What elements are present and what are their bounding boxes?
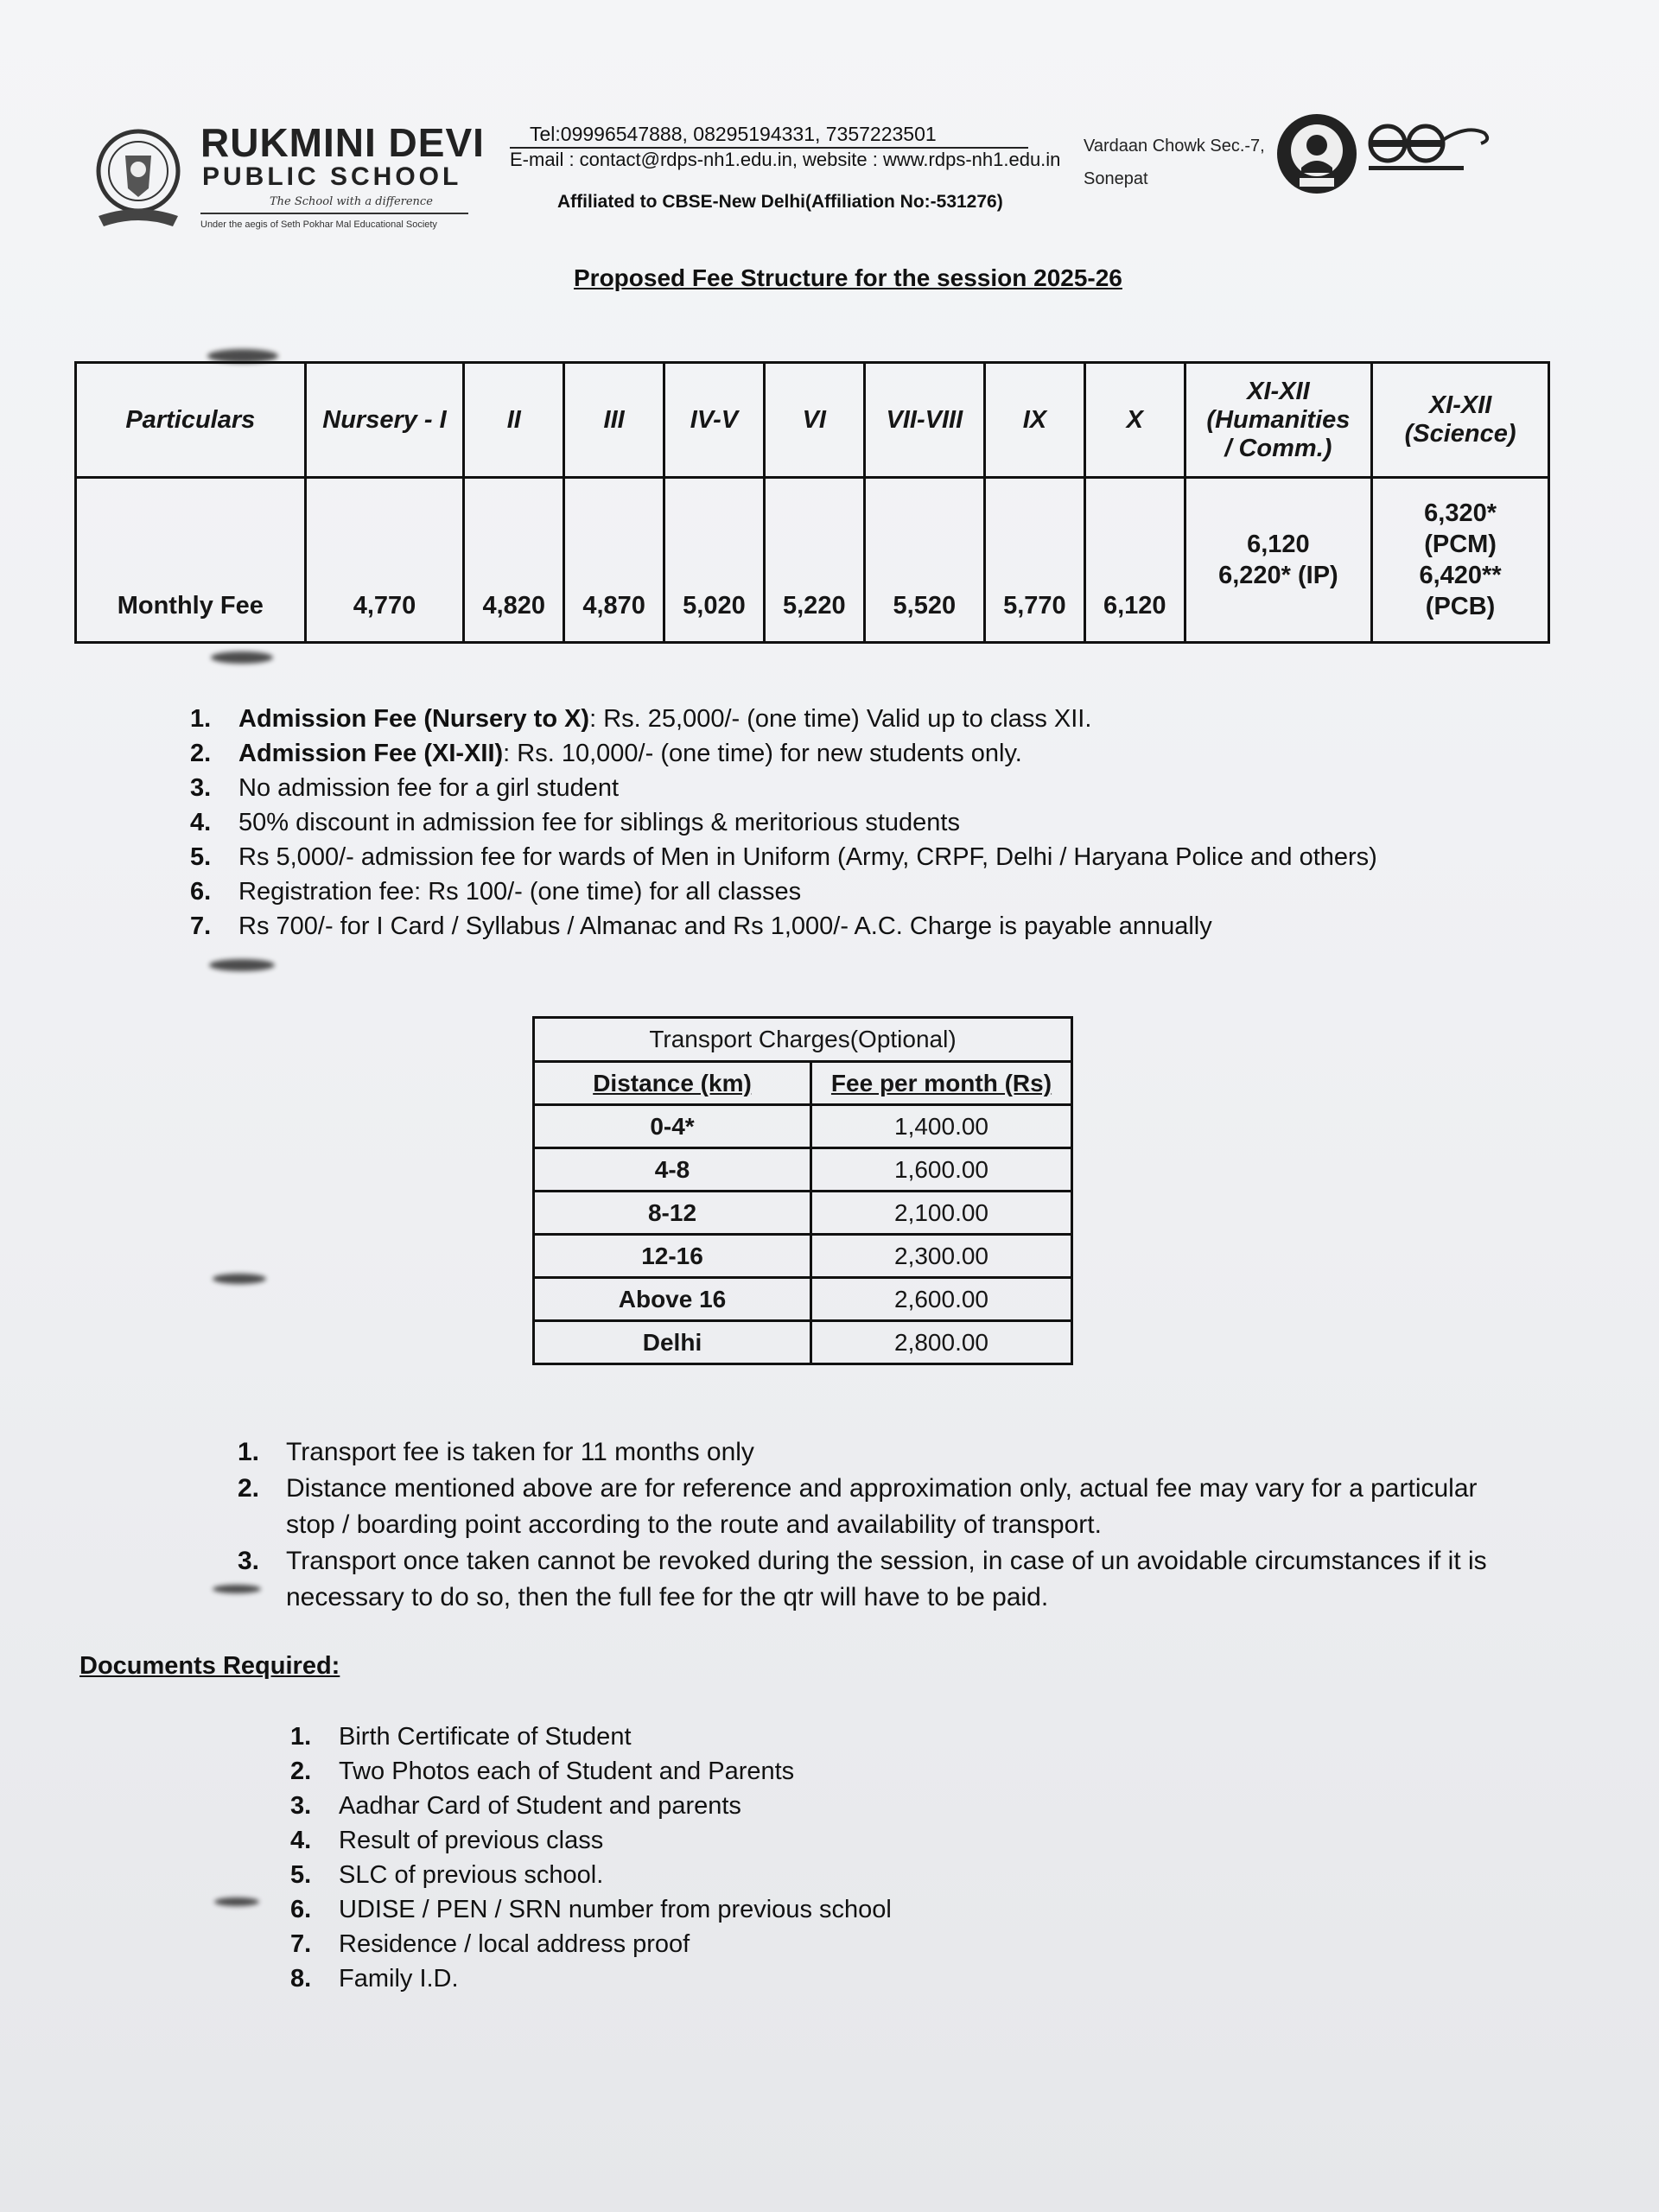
fee-cell: 5,220 bbox=[764, 478, 864, 643]
transport-notes-list bbox=[238, 1434, 1487, 1616]
fee-line: (PCM) bbox=[1424, 530, 1497, 558]
table-header-cell: Fee per month (Rs) bbox=[811, 1062, 1072, 1105]
document-text: Two Photos each of Student and Parents bbox=[339, 1758, 795, 1785]
school-name: RUKMINI DEVI bbox=[200, 120, 485, 165]
list-item bbox=[290, 1927, 892, 1961]
table-title: Transport Charges(Optional) bbox=[534, 1018, 1072, 1062]
table-row bbox=[534, 1148, 1072, 1192]
list-item bbox=[190, 874, 1377, 909]
list-item bbox=[290, 1789, 892, 1823]
distance-cell: Above 16 bbox=[534, 1278, 811, 1321]
fee-line: 6,120 bbox=[1247, 530, 1310, 558]
list-item bbox=[190, 909, 1377, 944]
address-line-1: Vardaan Chowk Sec.-7, bbox=[1084, 137, 1265, 156]
table-header-cell: IV-V bbox=[664, 363, 765, 478]
list-number: 1. bbox=[238, 1438, 260, 1466]
document-text: Result of previous class bbox=[339, 1827, 604, 1854]
table-header-cell: Nursery - I bbox=[305, 363, 464, 478]
note-text: Rs 5,000/- admission fee for wards of Men in Uniform (Army, CRPF, Delhi / Haryana Police and others) bbox=[238, 843, 1377, 871]
header-line: (Science) bbox=[1404, 420, 1516, 448]
ink-smudge bbox=[209, 959, 275, 971]
list-number: 6. bbox=[290, 1896, 312, 1923]
distance-cell: Delhi bbox=[534, 1321, 811, 1364]
table-row bbox=[534, 1321, 1072, 1364]
document-text: Aadhar Card of Student and parents bbox=[339, 1792, 741, 1820]
table-row bbox=[534, 1192, 1072, 1235]
list-item bbox=[190, 736, 1377, 771]
documents-heading: Documents Required: bbox=[79, 1652, 340, 1680]
table-header-cell: IX bbox=[984, 363, 1084, 478]
table-row bbox=[76, 478, 1549, 643]
school-aegis: Under the aegis of Seth Pokhar Mal Educational Society bbox=[200, 219, 437, 230]
list-item bbox=[190, 805, 1377, 840]
document-text: Family I.D. bbox=[339, 1965, 459, 1993]
table-header-cell bbox=[1372, 363, 1549, 478]
fee-cell bbox=[1372, 478, 1549, 643]
list-number: 7. bbox=[290, 1930, 312, 1958]
list-number: 2. bbox=[190, 740, 212, 767]
header-line: / Comm.) bbox=[1224, 434, 1332, 462]
list-number: 3. bbox=[290, 1792, 312, 1820]
table-header-cell: X bbox=[1084, 363, 1185, 478]
table-header-cell: Distance (km) bbox=[534, 1062, 811, 1105]
note-bold: Admission Fee (Nursery to X) bbox=[238, 705, 590, 733]
fee-notes-list bbox=[190, 702, 1377, 944]
list-number: 8. bbox=[290, 1965, 312, 1993]
list-item bbox=[190, 702, 1377, 736]
list-number: 4. bbox=[290, 1827, 312, 1854]
note-text: Rs 700/- for I Card / Syllabus / Almanac and Rs 1,000/- A.C. Charge is payable annually bbox=[238, 912, 1212, 940]
header-line: XI-XII bbox=[1247, 377, 1310, 405]
list-item bbox=[190, 771, 1377, 805]
affiliation: Affiliated to CBSE-New Delhi(Affiliation No:-531276) bbox=[557, 192, 1003, 212]
list-number: 2. bbox=[290, 1758, 312, 1785]
table-header-cell: VII-VIII bbox=[864, 363, 984, 478]
table-row bbox=[534, 1105, 1072, 1148]
row-label: Monthly Fee bbox=[76, 478, 306, 643]
fee-cell: 2,300.00 bbox=[811, 1235, 1072, 1278]
list-number: 3. bbox=[238, 1547, 260, 1575]
table-title-row bbox=[534, 1018, 1072, 1062]
table-header-cell: III bbox=[564, 363, 664, 478]
list-item bbox=[290, 1892, 892, 1927]
transport-charges-table bbox=[532, 1016, 1073, 1365]
divider bbox=[200, 213, 468, 214]
list-number: 6. bbox=[190, 878, 212, 906]
note-text: No admission fee for a girl student bbox=[238, 774, 620, 802]
note-text: Distance mentioned above are for reference and approximation only, actual fee may vary for a particular bbox=[286, 1474, 1478, 1503]
contact-phone: Tel:09996547888, 08295194331, 7357223501 bbox=[530, 123, 937, 145]
document-text: SLC of previous school. bbox=[339, 1861, 604, 1889]
note-text: : Rs. 10,000/- (one time) for new students only. bbox=[503, 740, 1022, 767]
table-header-cell: II bbox=[464, 363, 564, 478]
fee-cell: 4,870 bbox=[564, 478, 664, 643]
note-bold: Admission Fee (XI-XII) bbox=[238, 740, 504, 767]
list-number: 4. bbox=[190, 809, 212, 836]
list-item bbox=[290, 1961, 892, 1996]
fee-cell: 1,400.00 bbox=[811, 1105, 1072, 1148]
list-item bbox=[238, 1434, 1487, 1471]
distance-cell: 0-4* bbox=[534, 1105, 811, 1148]
note-text: : Rs. 25,000/- (one time) Valid up to class XII. bbox=[589, 705, 1092, 733]
ink-smudge bbox=[214, 1897, 259, 1906]
document-text: UDISE / PEN / SRN number from previous school bbox=[339, 1896, 892, 1923]
table-header-row bbox=[534, 1062, 1072, 1105]
list-number: 1. bbox=[190, 705, 212, 733]
beti-bachao-icon bbox=[1363, 121, 1493, 176]
note-text: necessary to do so, then the full fee for the qtr will have to be paid. bbox=[286, 1583, 1049, 1611]
list-number: 7. bbox=[190, 912, 212, 940]
list-number: 5. bbox=[190, 843, 212, 871]
table-row bbox=[534, 1278, 1072, 1321]
table-header-cell: Particulars bbox=[76, 363, 306, 478]
list-item bbox=[290, 1858, 892, 1892]
page-title: Proposed Fee Structure for the session 2025-26 bbox=[574, 264, 1122, 291]
documents-list bbox=[290, 1719, 892, 1996]
distance-cell: 4-8 bbox=[534, 1148, 811, 1192]
contact-email: E-mail : contact@rdps-nh1.edu.in, website : www.rdps-nh1.edu.in bbox=[510, 149, 1061, 170]
list-number: 2. bbox=[238, 1474, 260, 1503]
fee-line: (PCB) bbox=[1425, 593, 1496, 621]
list-item bbox=[238, 1471, 1487, 1543]
fee-cell: 5,770 bbox=[984, 478, 1084, 643]
fee-cell: 2,100.00 bbox=[811, 1192, 1072, 1235]
fee-cell: 4,770 bbox=[305, 478, 464, 643]
note-text: Transport once taken cannot be revoked during the session, in case of un avoidable circumstances if it is bbox=[286, 1547, 1487, 1575]
ink-smudge bbox=[211, 652, 273, 664]
ink-smudge bbox=[213, 1585, 261, 1593]
note-text: stop / boarding point according to the route and availability of transport. bbox=[286, 1510, 1102, 1539]
list-item bbox=[290, 1754, 892, 1789]
address-line-2: Sonepat bbox=[1084, 169, 1148, 188]
list-number: 3. bbox=[190, 774, 212, 802]
list-number: 1. bbox=[290, 1723, 312, 1751]
fee-line: 6,320* bbox=[1424, 499, 1497, 527]
list-item bbox=[190, 840, 1377, 874]
school-tagline: The School with a difference bbox=[270, 195, 433, 208]
distance-cell: 8-12 bbox=[534, 1192, 811, 1235]
table-header-cell bbox=[1185, 363, 1371, 478]
note-text: Registration fee: Rs 100/- (one time) for all classes bbox=[238, 878, 802, 906]
fee-cell: 2,600.00 bbox=[811, 1278, 1072, 1321]
fee-line: 6,220* (IP) bbox=[1218, 562, 1338, 589]
header-line: (Humanities bbox=[1206, 405, 1351, 434]
school-subtitle: PUBLIC SCHOOL bbox=[202, 162, 462, 191]
fee-line: 6,420** bbox=[1419, 562, 1502, 589]
table-header-row bbox=[76, 363, 1549, 478]
table-row bbox=[534, 1235, 1072, 1278]
fee-cell: 4,820 bbox=[464, 478, 564, 643]
fee-cell: 5,520 bbox=[864, 478, 984, 643]
document-text: Birth Certificate of Student bbox=[339, 1723, 632, 1751]
list-item bbox=[290, 1719, 892, 1754]
note-text: 50% discount in admission fee for siblings & meritorious students bbox=[238, 809, 960, 836]
fee-cell: 6,120 bbox=[1084, 478, 1185, 643]
document-text: Residence / local address proof bbox=[339, 1930, 690, 1958]
fee-structure-table bbox=[74, 361, 1550, 644]
list-item bbox=[290, 1823, 892, 1858]
fee-cell: 2,800.00 bbox=[811, 1321, 1072, 1364]
ink-smudge bbox=[213, 1274, 266, 1284]
fee-cell: 5,020 bbox=[664, 478, 765, 643]
header-line: XI-XII bbox=[1428, 391, 1492, 419]
list-number: 5. bbox=[290, 1861, 312, 1889]
list-item bbox=[238, 1543, 1487, 1616]
emblem-icon bbox=[1274, 111, 1360, 197]
note-text: Transport fee is taken for 11 months only bbox=[286, 1438, 754, 1466]
fee-cell bbox=[1185, 478, 1371, 643]
school-crest-icon bbox=[86, 121, 190, 233]
fee-cell: 1,600.00 bbox=[811, 1148, 1072, 1192]
distance-cell: 12-16 bbox=[534, 1235, 811, 1278]
table-header-cell: VI bbox=[764, 363, 864, 478]
